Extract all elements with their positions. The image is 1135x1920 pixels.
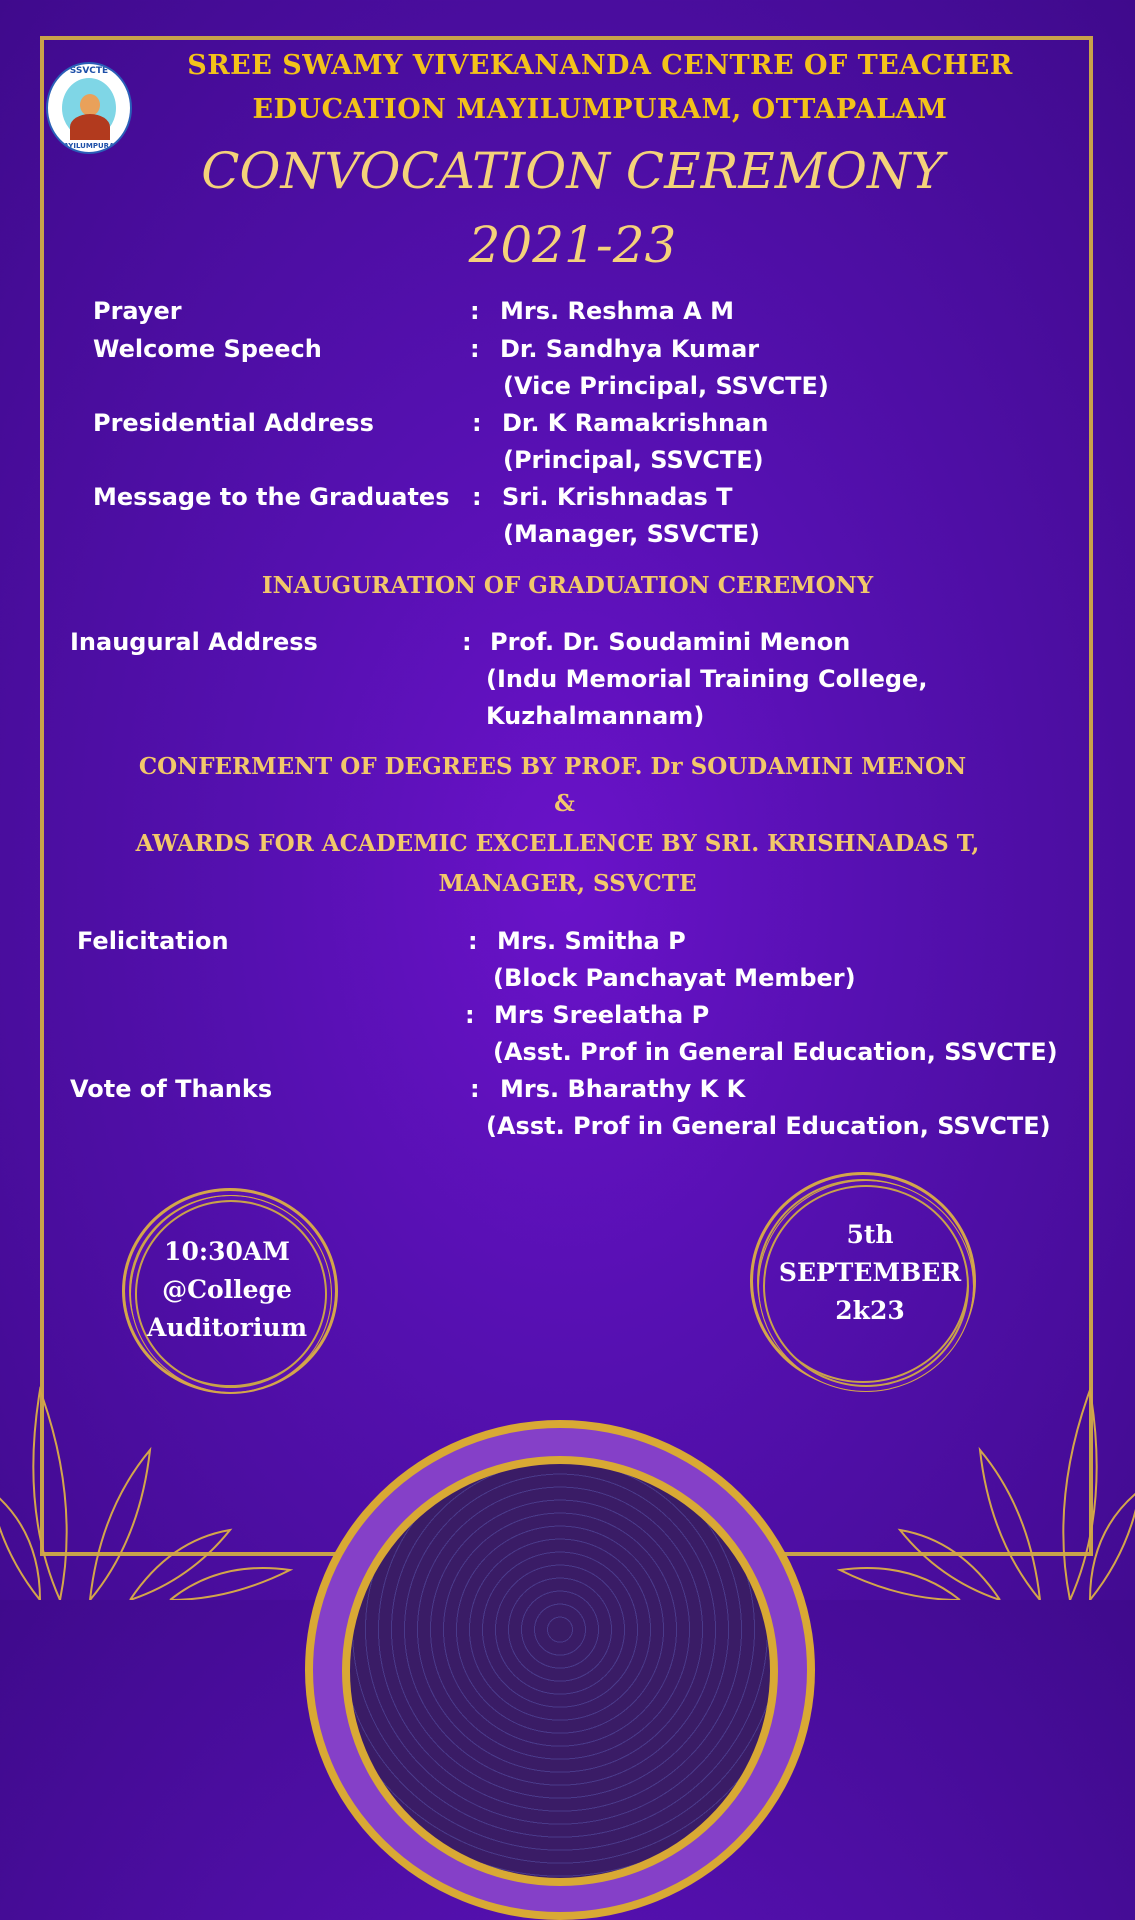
- vote-value: Mrs. Bharathy K K: [500, 1075, 746, 1103]
- program-label-presidential: Presidential Address: [93, 409, 374, 437]
- felicitation-label: Felicitation: [77, 927, 229, 955]
- time-line3: Auditorium: [146, 1313, 308, 1342]
- colon: :: [472, 483, 482, 511]
- logo-top-text: SSVCTE: [69, 66, 109, 76]
- colon: :: [462, 628, 472, 656]
- arch-pattern: [350, 1464, 770, 1878]
- inaugural-sub1: (Indu Memorial Training College,: [486, 665, 928, 693]
- time-line2: @College: [162, 1275, 292, 1304]
- institution-name-line1: SREE SWAMY VIVEKANANDA CENTRE OF TEACHER: [187, 50, 1013, 81]
- college-logo: [46, 62, 132, 154]
- date-badge: [755, 1216, 985, 1330]
- date-line3: 2k23: [835, 1296, 905, 1325]
- colon: :: [470, 297, 480, 325]
- colon: :: [470, 335, 480, 363]
- date-line1: 5th: [846, 1220, 894, 1249]
- program-sub-presidential: (Principal, SSVCTE): [503, 446, 764, 474]
- conferment-ampersand: &: [554, 790, 575, 817]
- inauguration-heading: INAUGURATION OF GRADUATION CEREMONY: [261, 572, 874, 599]
- leaf-decoration-left: [0, 1330, 330, 1600]
- vote-sub: (Asst. Prof in General Education, SSVCTE): [486, 1112, 1051, 1140]
- program-label-message: Message to the Graduates: [93, 483, 450, 511]
- inaugural-value: Prof. Dr. Soudamini Menon: [490, 628, 851, 656]
- leaf-decoration-right: [820, 1330, 1135, 1600]
- felicitation-sub-2: (Asst. Prof in General Education, SSVCTE): [493, 1038, 1058, 1066]
- logo-bottom-text: MAYILUMPURAM: [56, 142, 122, 150]
- inaugural-sub2: Kuzhalmannam): [486, 702, 705, 730]
- felicitation-sub-1: (Block Panchayat Member): [493, 964, 856, 992]
- colon: :: [470, 1075, 480, 1103]
- institution-name-line2: EDUCATION MAYILUMPURAM, OTTAPALAM: [252, 94, 948, 125]
- felicitation-value-2: Mrs Sreelatha P: [494, 1001, 710, 1029]
- program-sub-welcome: (Vice Principal, SSVCTE): [503, 372, 829, 400]
- program-value-welcome: Dr. Sandhya Kumar: [500, 335, 760, 363]
- conferment-line2: AWARDS FOR ACADEMIC EXCELLENCE BY SRI. KRISHNADAS T,: [135, 830, 980, 857]
- colon: :: [472, 409, 482, 437]
- program-value-message: Sri. Krishnadas T: [502, 483, 733, 511]
- program-value-prayer: Mrs. Reshma A M: [500, 297, 734, 325]
- conferment-line3: MANAGER, SSVCTE: [438, 870, 697, 897]
- program-sub-message: (Manager, SSVCTE): [503, 520, 760, 548]
- conferment-line1: CONFERMENT OF DEGREES BY PROF. Dr SOUDAMINI MENON: [138, 753, 967, 780]
- program-label-prayer: Prayer: [93, 297, 182, 325]
- inaugural-label: Inaugural Address: [70, 628, 318, 656]
- program-value-presidential: Dr. K Ramakrishnan: [502, 409, 769, 437]
- colon: :: [468, 927, 478, 955]
- time-line1: 10:30AM: [164, 1237, 290, 1266]
- ceremony-title: CONVOCATION CEREMONY: [201, 142, 944, 200]
- colon: :: [465, 1001, 475, 1029]
- date-line2: SEPTEMBER: [778, 1258, 962, 1287]
- felicitation-value-1: Mrs. Smitha P: [497, 927, 686, 955]
- ceremony-year: 2021-23: [468, 216, 677, 274]
- vote-label: Vote of Thanks: [70, 1075, 273, 1103]
- program-label-welcome: Welcome Speech: [93, 335, 322, 363]
